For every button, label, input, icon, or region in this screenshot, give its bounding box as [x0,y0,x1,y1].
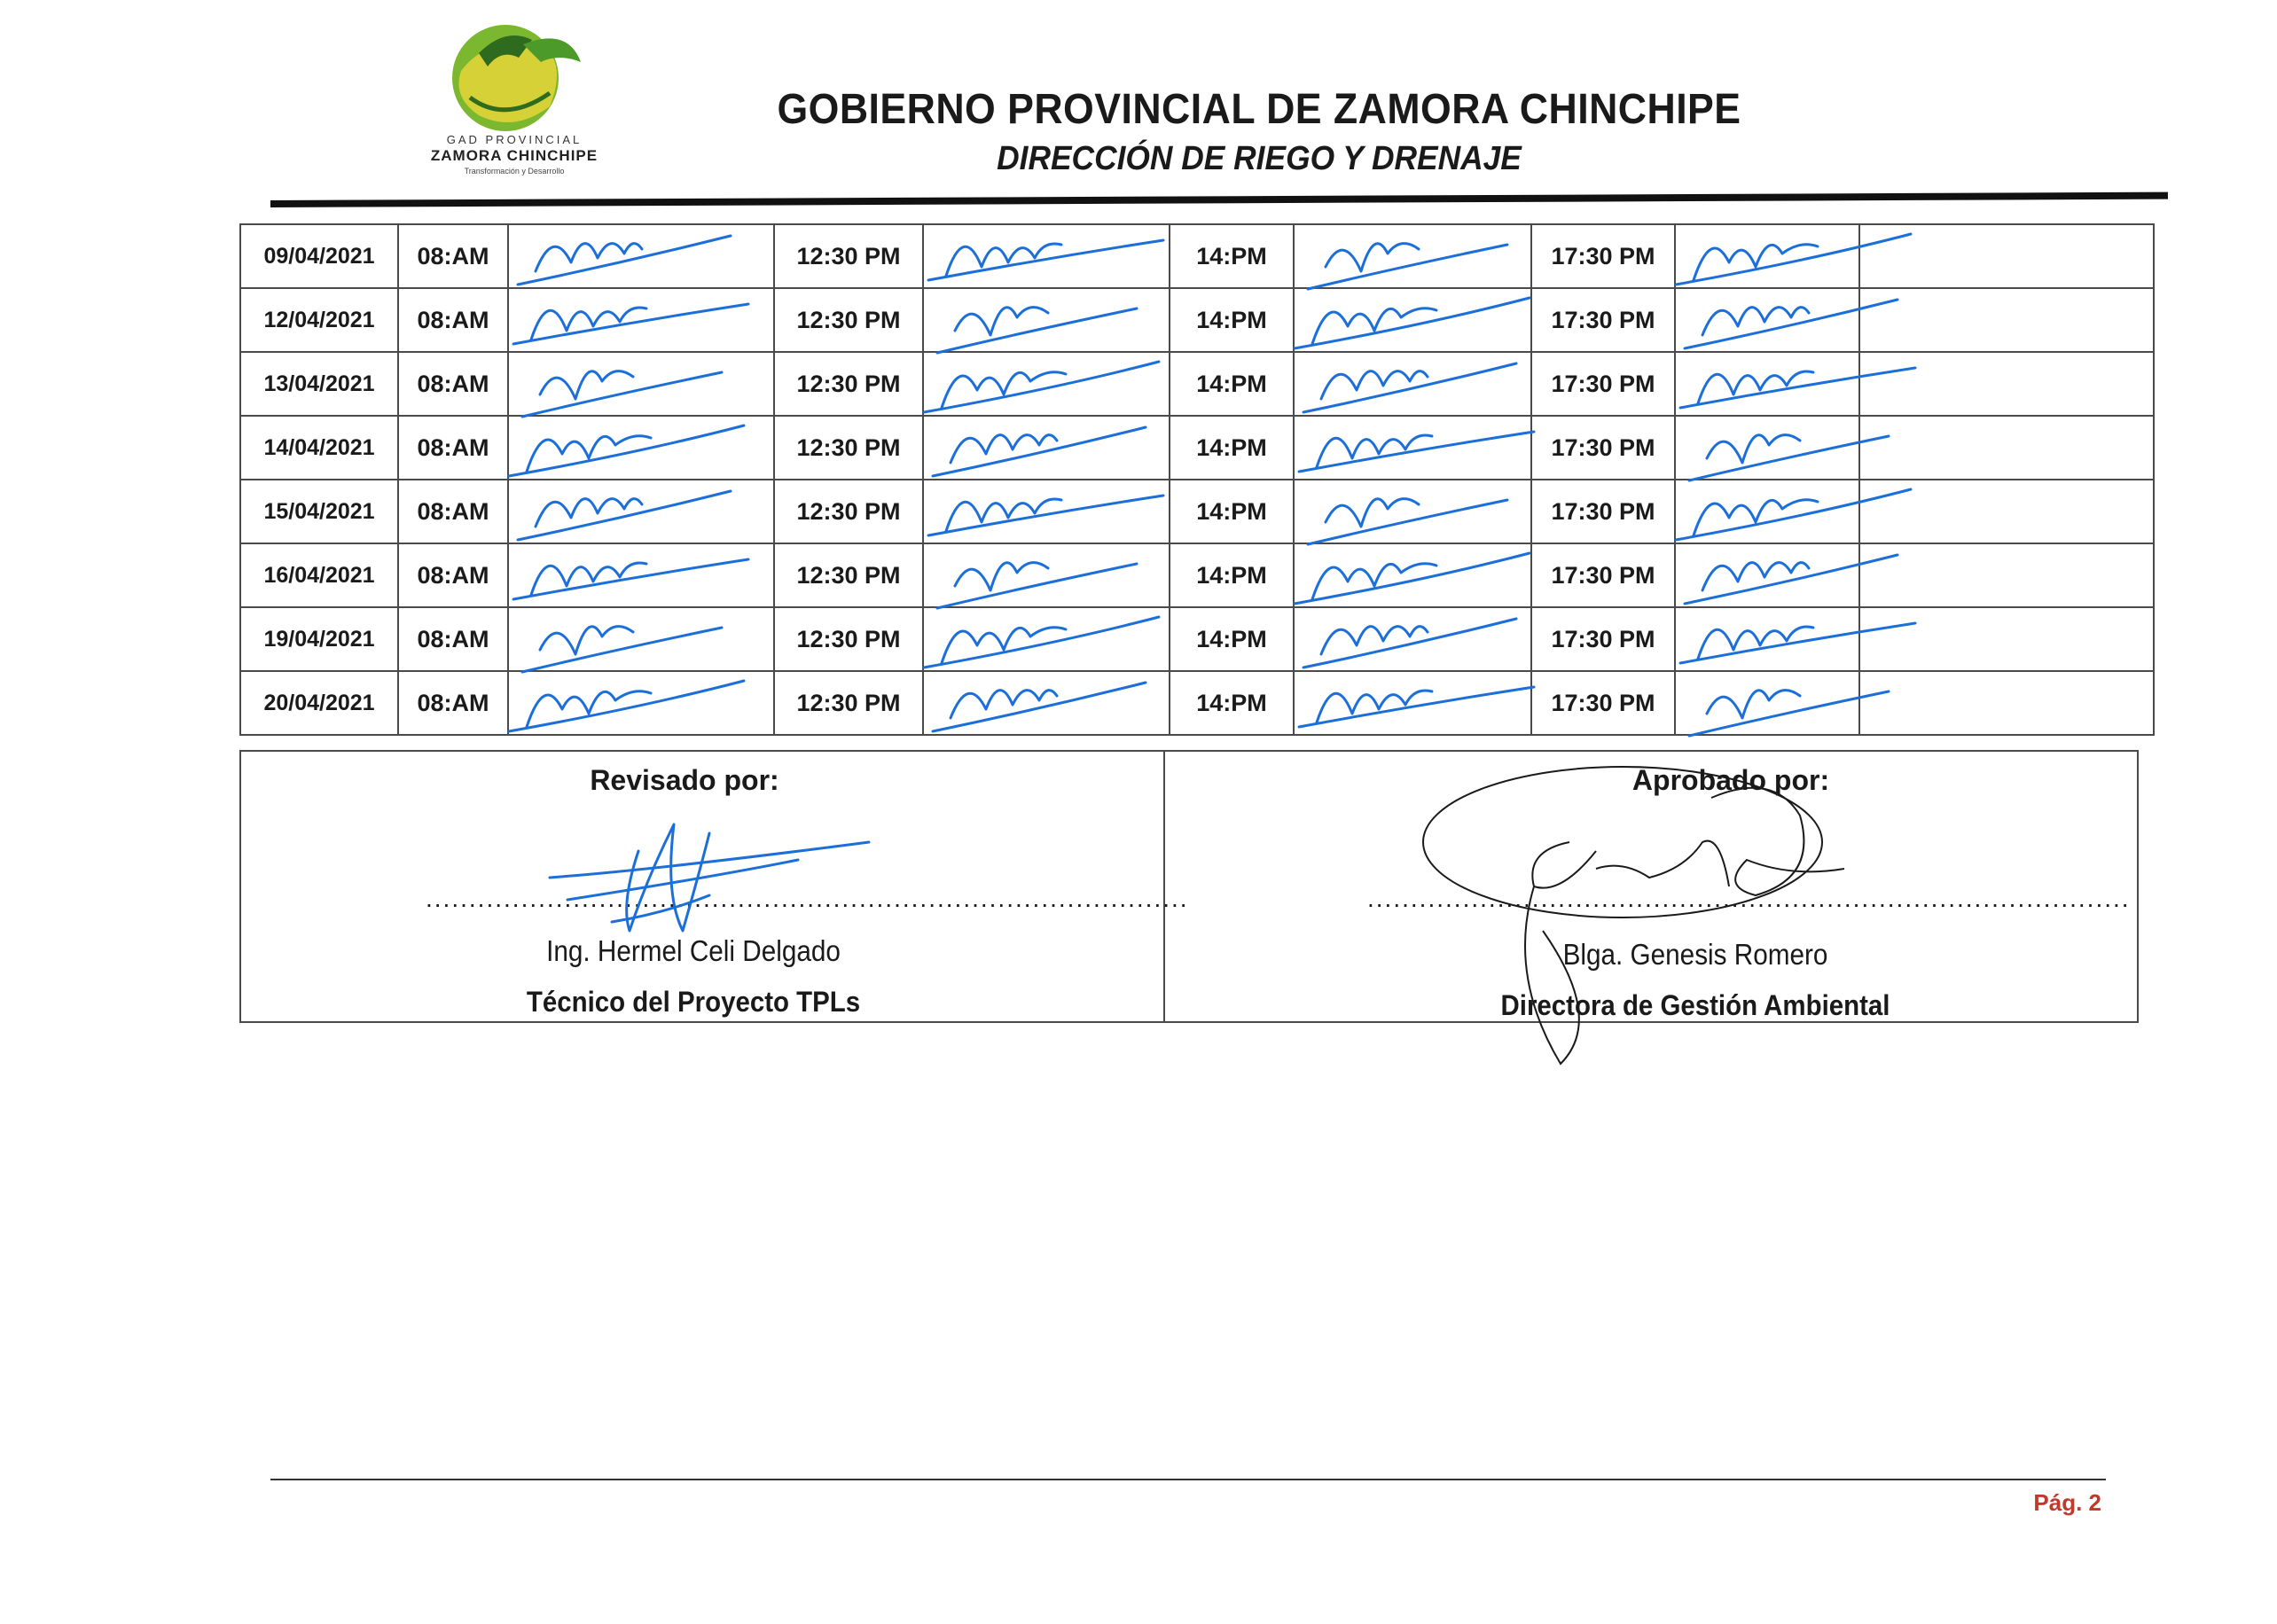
time-cell-afternoon-in: 14:PM [1170,671,1294,735]
time-cell-morning-out: 12:30 PM [774,671,923,735]
signature-cell [1675,543,1859,607]
reviewer-handwritten-signature [532,798,904,975]
time-cell-morning-in: 08:AM [398,543,508,607]
signature-cell [1294,543,1531,607]
signature-cell [1294,607,1531,671]
signature-cell [508,352,774,416]
approved-by-label: Aprobado por: [1631,764,1830,796]
table-row [240,416,2154,480]
date-cell: 19/04/2021 [240,607,398,671]
table-row [240,671,2154,735]
signature-cell [508,224,774,288]
time-cell-morning-out: 12:30 PM [774,224,923,288]
empty-cell [1859,671,2154,735]
signature-cell [923,416,1170,480]
signature-cell [508,416,774,480]
attendance-table [239,223,2155,736]
date-cell: 20/04/2021 [240,671,398,735]
reviewer-name: Ing. Hermel Celi Delgado [546,934,841,967]
handwritten-signature-icon [500,656,766,753]
time-cell-morning-in: 08:AM [398,416,508,480]
signature-cell [1675,480,1859,543]
attendance-table-body [240,224,2154,735]
signature-cell [923,224,1170,288]
signature-cell [1675,288,1859,352]
signature-cell [508,671,774,735]
page-number: Pág. 2 [2033,1489,2101,1516]
signature-cell [1294,480,1531,543]
time-cell-morning-in: 08:AM [398,480,508,543]
time-cell-morning-in: 08:AM [398,224,508,288]
logo-text-line2: ZAMORA CHINCHIPE [430,147,599,164]
handwritten-signature-icon [1286,656,1552,753]
time-cell-morning-out: 12:30 PM [774,288,923,352]
empty-cell [1859,480,2154,543]
signature-cell [1675,671,1859,735]
signature-cell [923,543,1170,607]
signature-cell [1675,224,1859,288]
date-cell: 12/04/2021 [240,288,398,352]
logo-text-line1: GAD PROVINCIAL [446,133,583,146]
table-row [240,480,2154,543]
signature-cell [1294,288,1531,352]
table-row [240,224,2154,288]
date-cell: 09/04/2021 [240,224,398,288]
time-cell-afternoon-in: 14:PM [1170,543,1294,607]
time-cell-afternoon-in: 14:PM [1170,416,1294,480]
time-cell-afternoon-out: 17:30 PM [1531,416,1675,480]
table-row [240,607,2154,671]
document-subtitle: DIRECCIÓN DE RIEGO Y DRENAJE [997,140,1522,177]
table-row [240,288,2154,352]
table-row [240,352,2154,416]
time-cell-afternoon-in: 14:PM [1170,224,1294,288]
time-cell-afternoon-out: 17:30 PM [1531,480,1675,543]
time-cell-morning-out: 12:30 PM [774,480,923,543]
signature-cell [1294,352,1531,416]
empty-cell [1859,224,2154,288]
approver-name: Blga. Genesis Romero [1562,938,1828,971]
approver-role: Directora de Gestión Ambiental [1500,989,1890,1021]
empty-cell [1859,607,2154,671]
time-cell-afternoon-in: 14:PM [1170,480,1294,543]
date-cell: 16/04/2021 [240,543,398,607]
signature-cell [1675,416,1859,480]
signature-cell [1294,416,1531,480]
signature-cell [923,607,1170,671]
time-cell-afternoon-out: 17:30 PM [1531,543,1675,607]
signature-cell [508,607,774,671]
time-cell-afternoon-out: 17:30 PM [1531,352,1675,416]
time-cell-afternoon-out: 17:30 PM [1531,224,1675,288]
table-row [240,543,2154,607]
time-cell-afternoon-in: 14:PM [1170,288,1294,352]
time-cell-morning-out: 12:30 PM [774,352,923,416]
time-cell-morning-out: 12:30 PM [774,607,923,671]
header-divider [270,192,2168,207]
date-cell: 13/04/2021 [240,352,398,416]
time-cell-afternoon-out: 17:30 PM [1531,288,1675,352]
time-cell-afternoon-out: 17:30 PM [1531,607,1675,671]
signature-cell [1294,671,1531,735]
signature-cell [508,480,774,543]
approver-signature-line: ........................................................................................ [1367,885,2131,912]
time-cell-morning-in: 08:AM [398,671,508,735]
time-cell-afternoon-in: 14:PM [1170,607,1294,671]
time-cell-afternoon-out: 17:30 PM [1531,671,1675,735]
reviewer-signature-line: ........................................................................................ [426,885,1189,912]
time-cell-morning-out: 12:30 PM [774,416,923,480]
signature-cell [1294,224,1531,288]
signature-cell [923,288,1170,352]
reviewer-role: Técnico del Proyecto TPLs [526,986,861,1018]
reviewed-by-label: Revisado por: [590,764,779,796]
signature-cell [923,480,1170,543]
document-title: GOBIERNO PROVINCIAL DE ZAMORA CHINCHIPE [777,86,1741,133]
signature-cell [508,288,774,352]
time-cell-afternoon-in: 14:PM [1170,352,1294,416]
time-cell-morning-in: 08:AM [398,352,508,416]
signature-cell [1675,607,1859,671]
time-cell-morning-in: 08:AM [398,288,508,352]
footer-divider [270,1479,2106,1480]
date-cell: 15/04/2021 [240,480,398,543]
empty-cell [1859,288,2154,352]
signature-cell [508,543,774,607]
signature-cell [1675,352,1859,416]
time-cell-morning-out: 12:30 PM [774,543,923,607]
handwritten-signature-icon [915,656,1181,753]
date-cell: 14/04/2021 [240,416,398,480]
empty-cell [1859,543,2154,607]
time-cell-morning-in: 08:AM [398,607,508,671]
signature-cell [923,352,1170,416]
approver-handwritten-signature [1419,753,1915,1073]
signature-cell [923,671,1170,735]
empty-cell [1859,352,2154,416]
logo-text-line3: Transformación y Desarrollo [464,167,565,176]
empty-cell [1859,416,2154,480]
